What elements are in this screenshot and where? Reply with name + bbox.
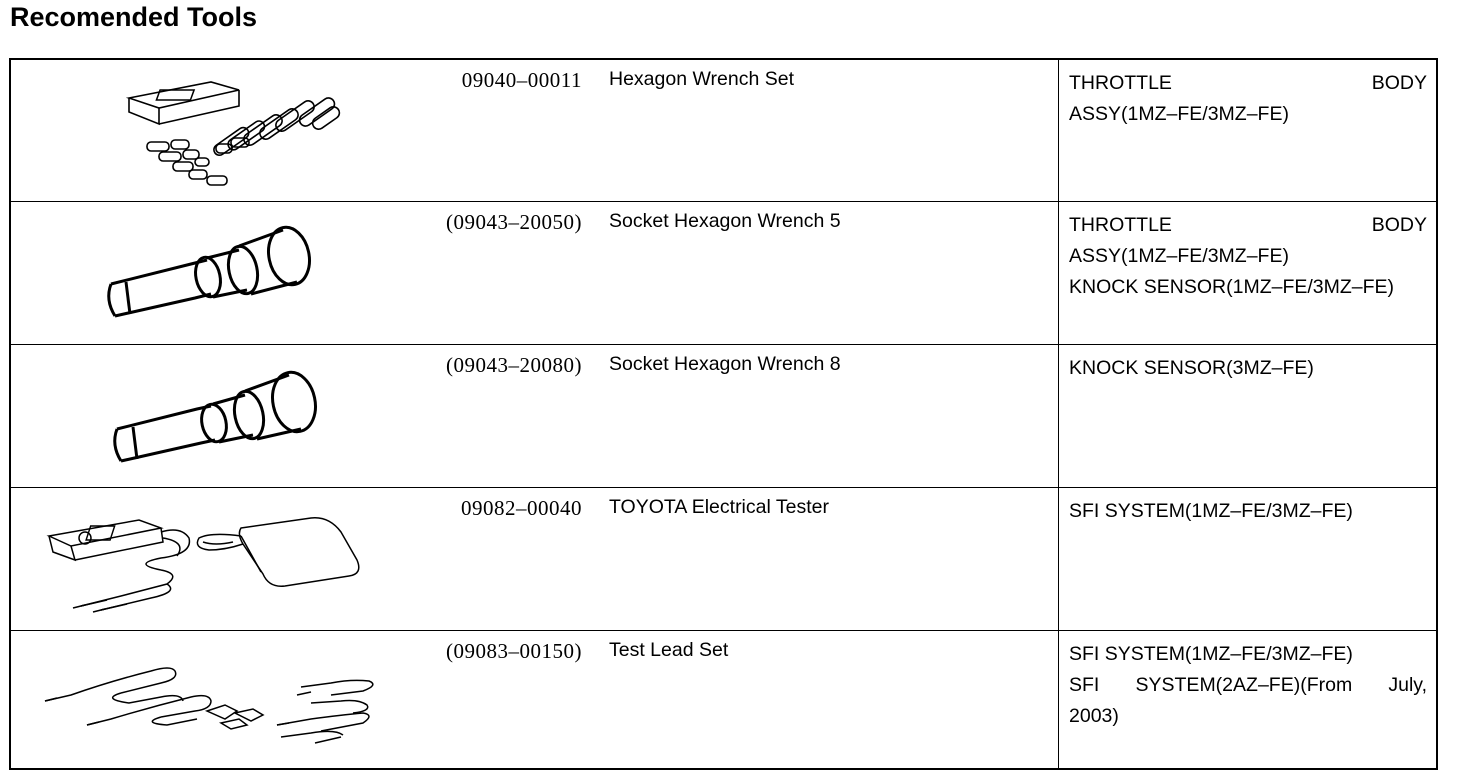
hexagon-wrench-set-illustration xyxy=(11,60,411,200)
tool-name: Socket Hexagon Wrench 8 xyxy=(609,353,841,375)
part-number: (09083–00150) xyxy=(446,639,582,663)
part-number: (09043–20050) xyxy=(446,210,582,234)
use-line: THROTTLE BODY xyxy=(1069,214,1427,236)
socket-hexagon-wrench-5-illustration xyxy=(11,202,411,342)
part-number: 09040–00011 xyxy=(461,68,582,92)
table-row xyxy=(11,631,1436,770)
tools-table xyxy=(9,58,1438,770)
table-row xyxy=(11,60,1436,202)
use-line: SFI SYSTEM(1MZ–FE/3MZ–FE) xyxy=(1069,643,1353,665)
table-row xyxy=(11,488,1436,631)
use-line: THROTTLE BODY xyxy=(1069,72,1427,94)
socket-hexagon-wrench-8-illustration xyxy=(11,345,411,485)
part-number: 09082–00040 xyxy=(461,496,582,520)
use-line: KNOCK SENSOR(1MZ–FE/3MZ–FE) xyxy=(1069,276,1395,298)
tool-name: Socket Hexagon Wrench 5 xyxy=(609,210,841,232)
use-line: KNOCK SENSOR(3MZ–FE) xyxy=(1069,357,1314,379)
use-line: ASSY(1MZ–FE/3MZ–FE) xyxy=(1069,245,1289,267)
tool-name: Hexagon Wrench Set xyxy=(609,68,794,90)
tool-name: TOYOTA Electrical Tester xyxy=(609,496,829,518)
tool-uses xyxy=(1069,496,1427,527)
electrical-tester-illustration xyxy=(11,488,411,628)
use-line: SFI SYSTEM(1MZ–FE/3MZ–FE) xyxy=(1069,500,1353,522)
use-line: 2003) xyxy=(1069,705,1119,727)
part-number: (09043–20080) xyxy=(446,353,582,377)
table-row xyxy=(11,202,1436,345)
tool-uses xyxy=(1069,639,1427,732)
table-row xyxy=(11,345,1436,488)
tool-uses xyxy=(1069,353,1427,384)
use-line: ASSY(1MZ–FE/3MZ–FE) xyxy=(1069,103,1289,125)
tool-name: Test Lead Set xyxy=(609,639,729,661)
tool-uses xyxy=(1069,210,1427,303)
page-title: Recomended Tools xyxy=(10,2,258,32)
use-line: SFI SYSTEM(2AZ–FE)(From July, xyxy=(1069,674,1427,696)
tool-uses xyxy=(1069,68,1427,130)
test-lead-set-illustration xyxy=(11,631,411,771)
